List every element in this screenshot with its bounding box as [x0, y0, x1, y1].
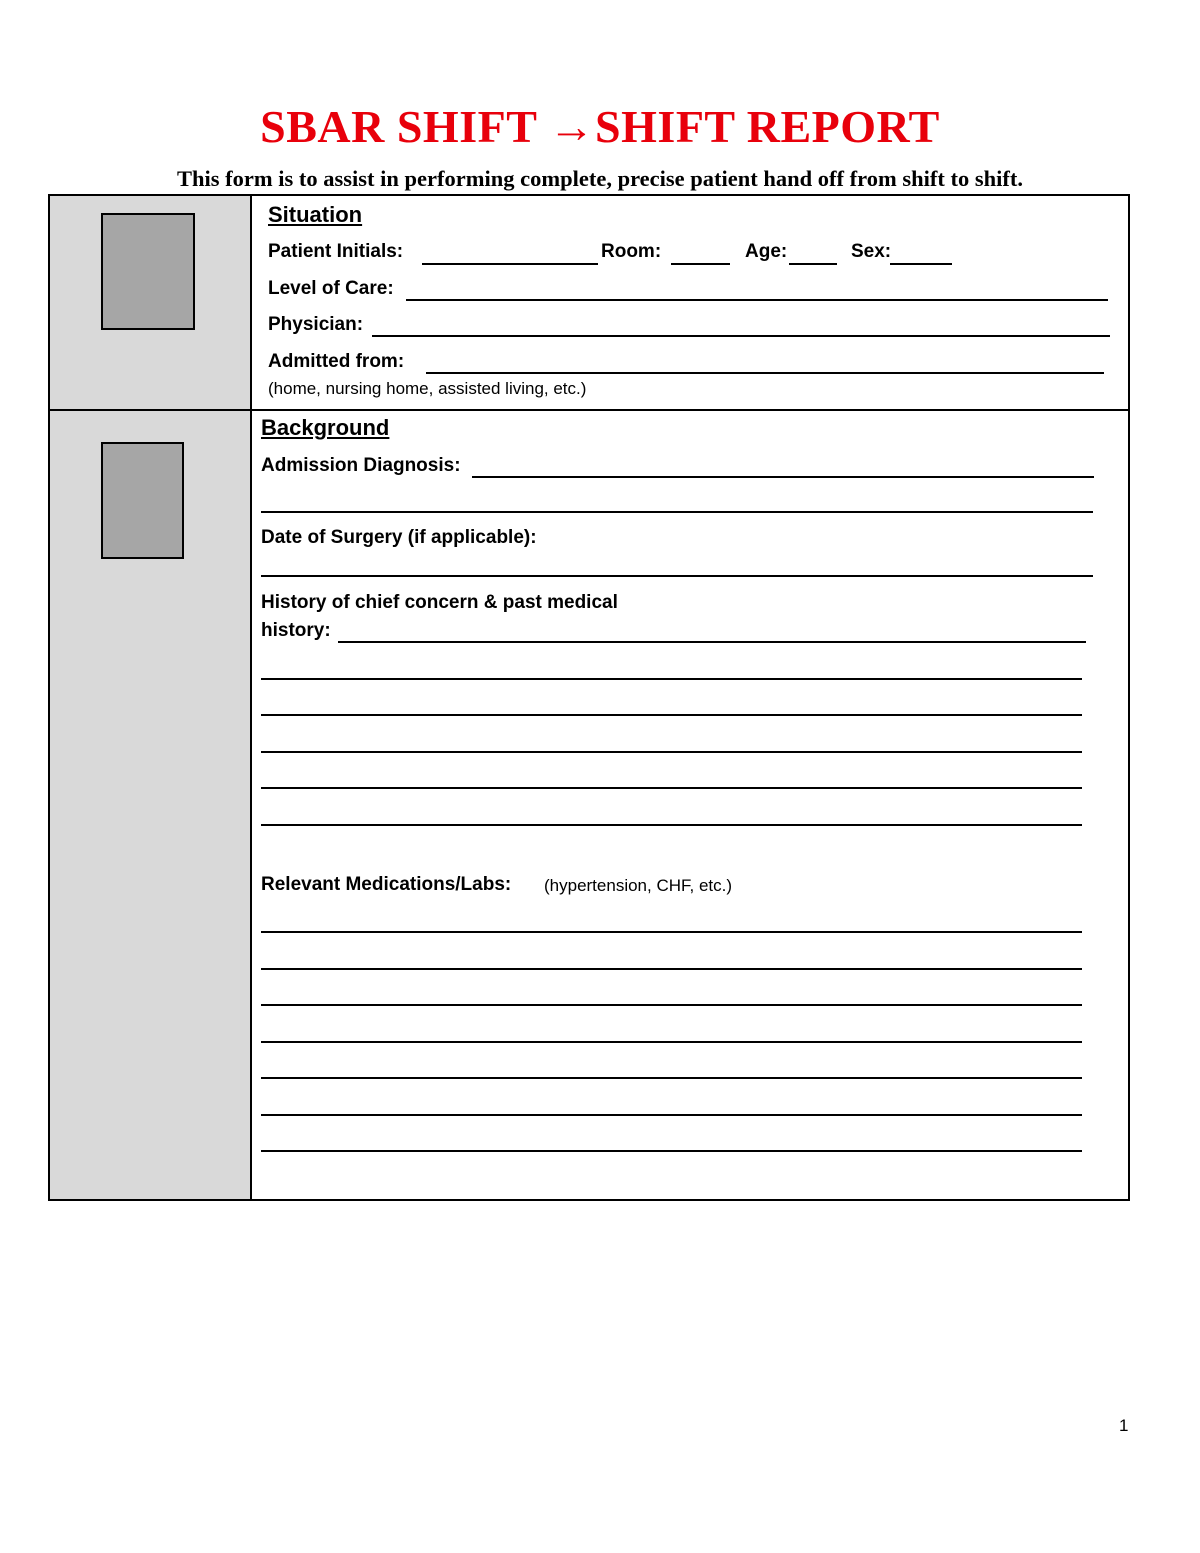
- medications-line[interactable]: [261, 931, 1082, 933]
- medications-line[interactable]: [261, 968, 1082, 970]
- date-of-surgery-label: Date of Surgery (if applicable):: [261, 527, 537, 548]
- background-heading: Background: [261, 415, 390, 440]
- history-label-line2: history:: [261, 620, 331, 641]
- patient-initials-label: Patient Initials:: [268, 241, 404, 262]
- medications-hint: (hypertension, CHF, etc.): [544, 876, 733, 895]
- page-number: 1: [1119, 1416, 1129, 1435]
- situation-section: [50, 196, 1128, 411]
- admitted-from-field[interactable]: [426, 372, 1104, 374]
- history-field[interactable]: [338, 641, 1086, 643]
- admitted-from-hint: (home, nursing home, assisted living, etc.): [268, 379, 587, 398]
- form-title: SBAR SHIFT →SHIFT REPORT: [260, 101, 940, 152]
- level-of-care-field[interactable]: [406, 299, 1108, 301]
- admission-diagnosis-field-2[interactable]: [261, 511, 1093, 513]
- sex-field[interactable]: [890, 263, 952, 265]
- age-label: Age:: [745, 241, 788, 262]
- history-line[interactable]: [261, 751, 1082, 753]
- patient-initials-field[interactable]: [422, 263, 598, 265]
- medications-line[interactable]: [261, 1041, 1082, 1043]
- date-of-surgery-field[interactable]: [261, 575, 1093, 577]
- room-label: Room:: [601, 241, 662, 262]
- background-sidebar: [50, 411, 252, 1199]
- background-section: [50, 411, 1128, 1199]
- physician-label: Physician:: [268, 314, 364, 335]
- level-of-care-label: Level of Care:: [268, 278, 394, 299]
- medications-line[interactable]: [261, 1077, 1082, 1079]
- background-checkbox[interactable]: [101, 442, 184, 559]
- background-content: [252, 411, 1128, 1199]
- history-line[interactable]: [261, 714, 1082, 716]
- sbar-form: [48, 194, 1130, 1201]
- history-line[interactable]: [261, 678, 1082, 680]
- situation-heading: Situation: [268, 202, 363, 227]
- admitted-from-label: Admitted from:: [268, 351, 405, 372]
- admission-diagnosis-label: Admission Diagnosis:: [261, 455, 461, 476]
- situation-checkbox[interactable]: [101, 213, 195, 330]
- form-subtitle: This form is to assist in performing complete, precise patient hand off from shift to shift.: [177, 166, 1023, 191]
- situation-content: [252, 196, 1128, 409]
- physician-field[interactable]: [372, 335, 1110, 337]
- room-field[interactable]: [671, 263, 730, 265]
- history-line[interactable]: [261, 824, 1082, 826]
- age-field[interactable]: [789, 263, 837, 265]
- medications-line[interactable]: [261, 1150, 1082, 1152]
- medications-line[interactable]: [261, 1004, 1082, 1006]
- sex-label: Sex:: [851, 241, 892, 262]
- situation-sidebar: [50, 196, 252, 409]
- medications-line[interactable]: [261, 1114, 1082, 1116]
- admission-diagnosis-field[interactable]: [472, 476, 1094, 478]
- history-label-line1: History of chief concern & past medical: [261, 592, 618, 613]
- history-line[interactable]: [261, 787, 1082, 789]
- medications-label: Relevant Medications/Labs:: [261, 874, 512, 895]
